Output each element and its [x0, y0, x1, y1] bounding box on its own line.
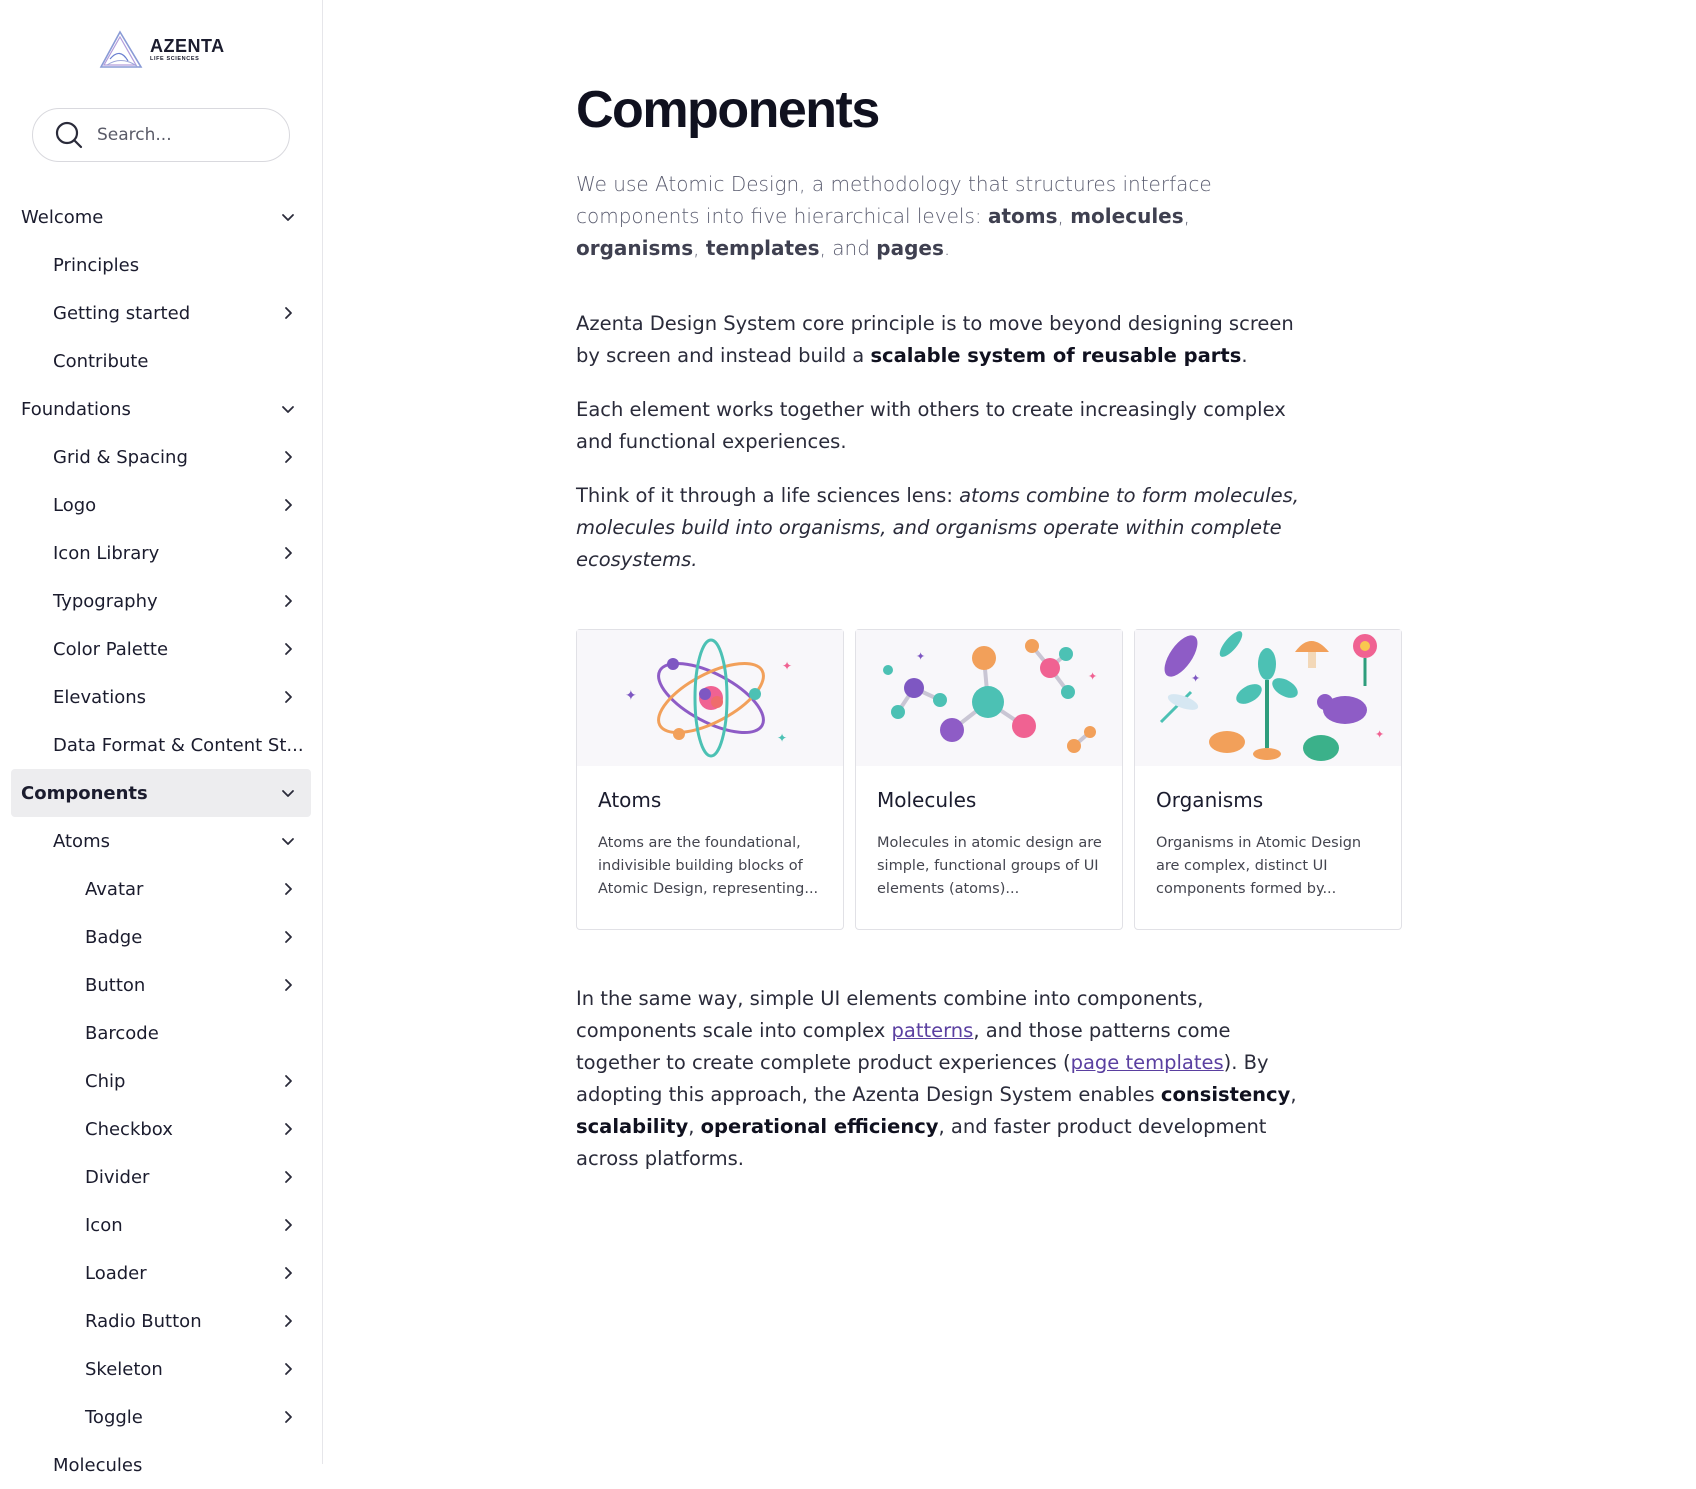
nav-color-palette[interactable] [0, 625, 322, 673]
p3-italic: atoms combine to form molecules, molecules build into organisms, and organisms operate within complete ecosystems. [576, 484, 1299, 571]
nav-item-label: Color Palette [53, 638, 169, 660]
search-box[interactable] [32, 108, 290, 162]
nav-grid-spacing[interactable] [0, 433, 322, 481]
patterns-link[interactable]: patterns [891, 1019, 974, 1042]
chevron-right-icon[interactable] [280, 929, 296, 945]
nav-checkbox[interactable] [0, 1105, 322, 1153]
intro-paragraph [576, 168, 1316, 264]
intro-end: . [943, 236, 951, 260]
nav-item-label: Loader [85, 1262, 147, 1284]
organisms-illustration [1135, 630, 1401, 766]
svg-text:✦: ✦ [1191, 673, 1201, 685]
elements-paragraph: Each element works together with others to create increasingly complex and functional experiences. [576, 398, 1286, 453]
p1-text: Azenta Design System core principle is to move beyond designing screen by screen and instead build a [576, 312, 1294, 367]
nav-barcode[interactable] [0, 1009, 322, 1057]
svg-text:✦: ✦ [1088, 671, 1098, 683]
intro-molecules: molecules [1070, 204, 1184, 228]
p4-consistency: consistency [1160, 1083, 1291, 1106]
chevron-right-icon[interactable] [280, 881, 296, 897]
nav-skeleton[interactable] [0, 1345, 322, 1393]
p4-operational-efficiency: operational efficiency [700, 1115, 939, 1138]
molecules-illustration [856, 630, 1122, 766]
nav-item-label: Toggle [85, 1406, 143, 1428]
p4-text: , and those patterns come together to create complete product experiences ( [576, 1019, 1231, 1074]
card-title: Organisms [1156, 788, 1264, 812]
nav-item-label: Barcode [85, 1022, 159, 1044]
chevron-right-icon[interactable] [280, 1361, 296, 1377]
nav-item-label: Skeleton [85, 1358, 163, 1380]
nav-item-label: Foundations [21, 398, 131, 420]
nav-components[interactable] [11, 769, 311, 817]
nav-icon[interactable] [0, 1201, 322, 1249]
p4-end: , and faster product development across platforms. [576, 1115, 1267, 1170]
azenta-triangle-icon [98, 29, 144, 71]
intro-sep: , and [819, 236, 877, 260]
nav-foundations[interactable] [0, 385, 322, 433]
intro-text: We use Atomic Design, a methodology that structures interface components into five hierarchical levels: [576, 172, 1212, 228]
nav-item-label: Components [21, 782, 148, 804]
intro-sep: , [1057, 204, 1071, 228]
p4-sep: , [1290, 1083, 1297, 1106]
chevron-right-icon[interactable] [280, 1169, 296, 1185]
card-description: Molecules in atomic design are simple, functional groups of UI elements (atoms)... [877, 835, 1102, 897]
atoms-illustration [577, 630, 843, 766]
card-description: Organisms in Atomic Design are complex, distinct UI components formed by... [1156, 835, 1362, 897]
brand-sub: LIFE SCIENCES [150, 56, 200, 63]
intro-sep: , [1183, 204, 1190, 228]
lens-paragraph [576, 480, 1316, 576]
nav-item-label: Avatar [85, 878, 144, 900]
svg-text:✦: ✦ [777, 731, 788, 745]
card-description: Atoms are the foundational, indivisible building blocks of Atomic Design, representing... [598, 835, 819, 897]
chevron-right-icon[interactable] [280, 1313, 296, 1329]
nav-item-label: Radio Button [85, 1310, 202, 1332]
p4-scalability: scalability [576, 1115, 689, 1138]
card-title: Atoms [598, 788, 662, 812]
nav-elevations[interactable] [0, 673, 322, 721]
nav-item-label: Atoms [53, 830, 110, 852]
nav-item-label: Data Format & Content St... [53, 734, 304, 756]
svg-text:✦: ✦ [625, 687, 637, 703]
chevron-down-icon[interactable] [280, 209, 296, 225]
nav-typography[interactable] [0, 577, 322, 625]
svg-text:✦: ✦ [916, 651, 926, 663]
level-cards [576, 629, 1402, 930]
nav-item-label: Logo [53, 494, 97, 516]
svg-text:✦: ✦ [782, 659, 793, 673]
nav-loader[interactable] [0, 1249, 322, 1297]
nav-getting-started[interactable] [0, 289, 322, 337]
nav-item-label: Divider [85, 1166, 150, 1188]
nav-item-label: Elevations [53, 686, 146, 708]
nav-welcome[interactable] [0, 193, 322, 241]
brand-name: AZENTA [150, 36, 225, 57]
chevron-right-icon[interactable] [280, 497, 296, 513]
nav-divider[interactable] [0, 1153, 322, 1201]
nav-item-label: Grid & Spacing [53, 446, 188, 468]
nav-item-label: Icon [85, 1214, 123, 1236]
sidebar-nav [0, 193, 322, 1489]
nav-item-label: Icon Library [53, 542, 160, 564]
principle-paragraph [576, 308, 1316, 372]
search-input[interactable] [97, 125, 277, 145]
p3-text: Think of it through a life sciences lens: [576, 484, 960, 507]
intro-atoms: atoms [987, 204, 1058, 228]
chevron-down-icon[interactable] [280, 785, 296, 801]
nav-molecules[interactable] [0, 1441, 322, 1489]
nav-chip[interactable] [0, 1057, 322, 1105]
chevron-right-icon[interactable] [280, 977, 296, 993]
chevron-right-icon[interactable] [280, 1073, 296, 1089]
p4-text: ). By adopting this approach, the Azenta Design System enables [576, 1051, 1269, 1106]
nav-data-format[interactable] [0, 721, 322, 769]
nav-toggle[interactable] [0, 1393, 322, 1441]
nav-icon-library[interactable] [0, 529, 322, 577]
page-title: Components [576, 81, 879, 139]
nav-item-label: Molecules [53, 1454, 143, 1476]
intro-templates: templates [705, 236, 820, 260]
nav-item-label: Welcome [21, 206, 104, 228]
nav-item-label: Checkbox [85, 1118, 173, 1140]
svg-text:✦: ✦ [1375, 729, 1385, 741]
p1-end: . [1241, 344, 1248, 367]
chevron-right-icon[interactable] [280, 545, 296, 561]
azenta-logo[interactable] [98, 27, 228, 73]
nav-item-label: Getting started [53, 302, 191, 324]
nav-item-label: Badge [85, 926, 143, 948]
nav-avatar[interactable] [0, 865, 322, 913]
nav-contribute[interactable] [0, 337, 322, 385]
card-organisms[interactable] [1134, 629, 1402, 930]
nav-radio-button[interactable] [0, 1297, 322, 1345]
chevron-right-icon[interactable] [280, 1409, 296, 1425]
chevron-down-icon[interactable] [280, 401, 296, 417]
search-icon [55, 121, 83, 149]
chevron-right-icon[interactable] [280, 305, 296, 321]
nav-item-label: Typography [53, 590, 158, 612]
page-templates-link[interactable]: page templates [1070, 1051, 1224, 1074]
approach-paragraph [576, 983, 1316, 1175]
chevron-right-icon[interactable] [280, 1217, 296, 1233]
nav-logo[interactable] [0, 481, 322, 529]
card-molecules[interactable] [855, 629, 1123, 930]
p1-bold: scalable system of reusable parts [870, 344, 1242, 367]
chevron-right-icon[interactable] [280, 1265, 296, 1281]
nav-atoms[interactable] [0, 817, 322, 865]
intro-sep: , [693, 236, 706, 260]
nav-item-label: Principles [53, 254, 140, 276]
chevron-right-icon[interactable] [280, 1121, 296, 1137]
intro-organisms: organisms [576, 236, 694, 260]
chevron-right-icon[interactable] [280, 449, 296, 465]
nav-item-label: Chip [85, 1070, 126, 1092]
p4-text: In the same way, simple UI elements combine into components, components scale into complex [576, 987, 1204, 1042]
chevron-right-icon[interactable] [280, 593, 296, 609]
nav-button[interactable] [0, 961, 322, 1009]
p4-sep: , [688, 1115, 701, 1138]
sidebar [0, 0, 323, 1476]
nav-item-label: Button [85, 974, 146, 996]
chevron-down-icon[interactable] [280, 833, 296, 849]
chevron-right-icon[interactable] [280, 641, 296, 657]
nav-principles[interactable] [0, 241, 322, 289]
chevron-right-icon[interactable] [280, 689, 296, 705]
nav-item-label: Contribute [53, 350, 149, 372]
card-title: Molecules [877, 788, 977, 812]
intro-pages: pages [876, 236, 944, 260]
nav-badge[interactable] [0, 913, 322, 961]
card-atoms[interactable] [576, 629, 844, 930]
